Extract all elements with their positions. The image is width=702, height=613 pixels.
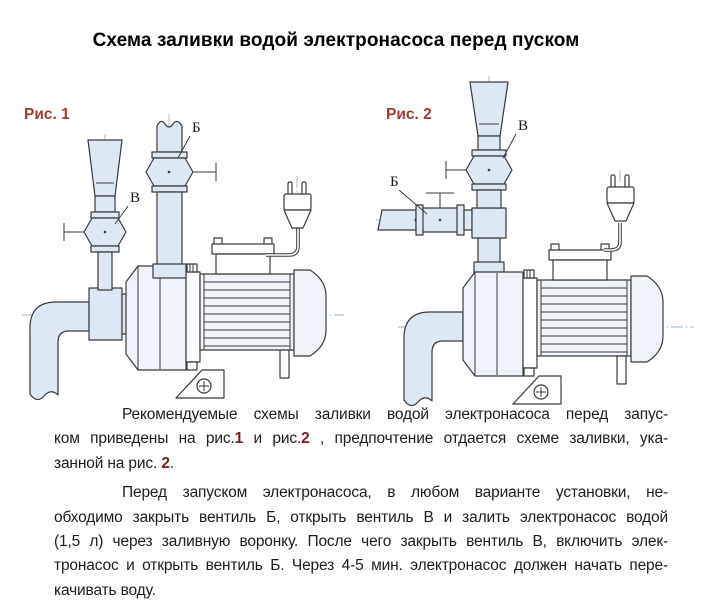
text-segment: тронасос и открыть вентиль Б. Через 4-5 мин. электронасос должен начать пере-: [54, 557, 668, 575]
motor: [200, 274, 294, 350]
text-segment: (1,5 л) через заливную воронку. После чего закрыть вентиль В, включить элек-: [54, 532, 668, 550]
text-line: [54, 455, 668, 479]
leader-line-v: [503, 134, 516, 158]
filling-funnel: [88, 140, 122, 212]
text-line: [54, 509, 668, 533]
text-segment: Перед запуском электронасоса, в любом варианте установки, не-: [122, 484, 668, 502]
figure-1-drawing: [8, 78, 348, 413]
document-title: Схема заливки водой электронасоса перед пуском: [92, 30, 580, 51]
power-plug-icon: [607, 175, 634, 221]
figure-reference: 1: [234, 430, 244, 448]
figure-reference: 2: [301, 430, 310, 448]
figure-2-drawing: [368, 72, 698, 413]
pump-body: [463, 270, 537, 376]
figure-reference: 2: [161, 454, 170, 472]
motor: [537, 280, 631, 356]
motor-end-cap: [294, 270, 326, 356]
text-segment: и рис.: [243, 430, 302, 448]
terminal-box: [549, 244, 611, 280]
power-plug-icon: [284, 182, 311, 228]
valve-v-label: В: [518, 118, 529, 134]
text-segment: , предпочтение отдается схеме заливки, ука-: [309, 430, 668, 448]
valve-b-label: Б: [390, 174, 399, 190]
body-text: [54, 406, 668, 611]
filling-funnel: [470, 82, 508, 150]
valve-v: [64, 212, 126, 290]
text-line: [54, 557, 668, 581]
text-line: [54, 484, 668, 508]
valve-v: [446, 150, 512, 208]
motor-end-cap: [631, 276, 663, 362]
text-line: [54, 582, 668, 606]
text-segment: Рекомендуемые схемы заливки водой электронасоса перед запус-: [122, 406, 668, 423]
text-line: [54, 430, 668, 454]
tee-pipe: [472, 208, 506, 274]
terminal-box: [212, 238, 274, 274]
paragraph-2: [54, 484, 668, 606]
valve-b: [378, 193, 472, 235]
text-segment: качивать воду.: [54, 581, 156, 599]
text-line: [54, 406, 668, 430]
valve-b: [146, 121, 216, 278]
suction-pipe: [404, 312, 463, 406]
text-segment: обходимо закрыть вентиль Б, открыть вентиль В и залить электронасос водой: [54, 508, 668, 526]
paragraph-1: [54, 406, 668, 479]
text-segment: ком приведены на рис.: [54, 430, 235, 448]
valve-b-label: Б: [192, 120, 201, 136]
valve-v-label: В: [130, 190, 141, 206]
figure-1-caption: Рис. 1: [24, 106, 70, 123]
text-segment: .: [169, 454, 174, 472]
figure-2-caption: Рис. 2: [386, 106, 432, 123]
pump-body: [126, 264, 200, 370]
text-segment: занной на рис.: [54, 454, 162, 472]
text-line: [54, 533, 668, 557]
